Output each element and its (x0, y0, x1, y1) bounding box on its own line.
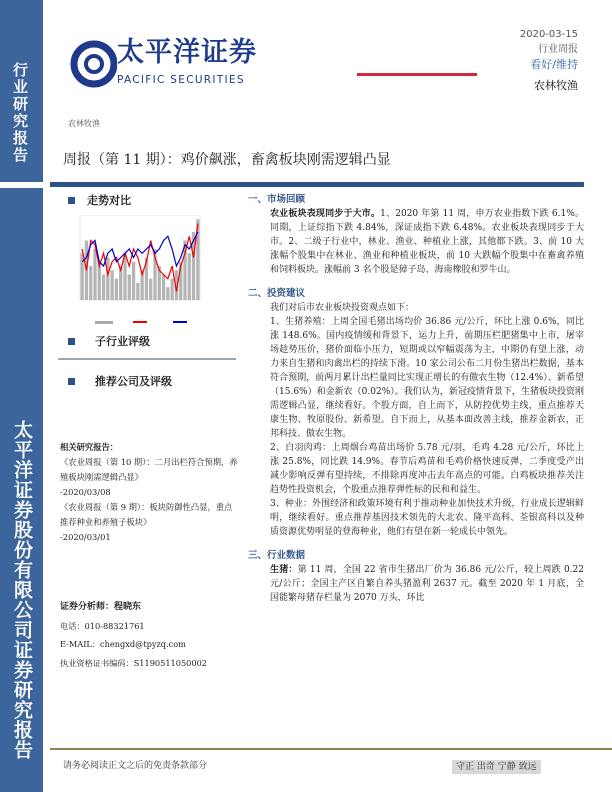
sector: 农林牧渔 (534, 79, 578, 92)
paragraph: 3、种业：外围经济和政策环境有利于推动种业加快技术升级，行业成长逻辑鲜明，继续看好。重点推荐基因技术领先的大北农、隆平高科、荃银高科以及种质资源优势明显的登海种业，他们有望在新一轮成长中领先。 (270, 499, 584, 537)
chart-bar (128, 275, 131, 301)
section-sub-rating (60, 333, 240, 349)
chart-line-blue (82, 232, 198, 266)
chart-bar (102, 275, 105, 301)
sidebar-lower (0, 186, 43, 792)
chart-bar (111, 270, 114, 300)
chart-bar (166, 287, 169, 300)
section-industry-data: 三、行业数据 (248, 550, 306, 561)
related-report-date: -2020/03/08 (60, 487, 111, 497)
brand-name-cn: 太平洋证券 (117, 37, 257, 68)
footer-disclaimer[interactable]: 请务必阅读正文之后的免责条款部分 (63, 761, 208, 771)
chart-bar (171, 279, 174, 300)
trend-chart (70, 215, 210, 315)
report-date: 2020-03-15 (519, 29, 578, 40)
divider (58, 358, 236, 360)
chart-legend (95, 318, 205, 326)
chart-bar (136, 283, 139, 300)
section-company-rating (60, 373, 240, 389)
chart-bar (106, 258, 109, 301)
footer-motto: 守正 出奇 宁静 致远 (452, 760, 541, 774)
section-market-review: 一、市场回顾 (248, 194, 306, 205)
bullet-icon (68, 338, 75, 345)
paragraph (248, 563, 584, 605)
section-heading: 走势对比 (87, 194, 131, 207)
sidebar-lower-label: 太平洋证券股份有限公司证券研究报告 (11, 420, 33, 760)
footer-divider (50, 748, 612, 750)
chart-bar (132, 262, 135, 300)
title-divider (50, 182, 584, 187)
body-text: 第 11 周，全国 22 省市生猪出厂价为 36.86 元/公斤，较上周跌 0.22 元/公斤；全国主产区自繁自养头猪盈利 2637 元。截至 2020 年 1 月底，全国能繁母猪存栏量为 2070 万头，环比 (270, 565, 584, 603)
sidebar-top-label: 行业研究报告 (11, 62, 29, 164)
paragraph: 我们对后市农业板块投资观点如下： (270, 303, 415, 313)
paragraph: 1、生猪养殖：上周全国毛猪出场均价 36.86 元/公斤，环比上涨 0.6%，同比涨 148.6%。国内疫情缓和背景下，运力上升，前期压栏肥猪集中上市，屠宰场趁势压价，猪价面临小压力，短期或以窄幅震荡为主，中期仍有望上涨，动力来自生猪和肉禽出栏的持续下滑。10 家公司公布二月份生猪出栏数据，基本符合预期，前两月累计出栏量同比实现正增长的有傲农生物（12.4%）、新希望（15.6%）和金新农（0.02%）。我们认为，新冠疫情背景下，生猪板块投资刚需逻辑凸显，继续看好。个股方面，自上而下，从防控优势主线，重点推荐天康生物、牧原股份、新希望。自下而上，从基本面改善主线，推荐金新农，正邦科技、傲农生物。 (270, 317, 584, 439)
related-reports (60, 440, 240, 545)
analyst-email[interactable]: E-MAIL：chengxd@tpyzq.com (60, 639, 186, 649)
report-type: 行业周报 (538, 44, 578, 55)
rating: 看好/维持 (530, 58, 578, 71)
paragraph (248, 207, 584, 277)
chart-bar (149, 279, 152, 300)
related-report-link[interactable]: 《农业周报（第 10 期）：二月出栏符合预期，养殖板块刚需逻辑凸显》 (60, 457, 238, 482)
main-content (248, 193, 584, 605)
sidebar-top (0, 0, 43, 182)
related-title: 相关研究报告： (60, 442, 119, 452)
analyst-phone: 电话：010-88321761 (60, 620, 145, 631)
section-heading: 推荐公司及评级 (95, 375, 172, 388)
paragraph: 2、白羽肉鸡：上周烟台鸡苗出场价 5.78 元/羽，毛鸡 4.28 元/公斤，环比上涨 25.8%，同比跌 14.9%。春节后鸡苗和毛鸡价格快速反弹，二季度受产出减少影响反弹有望持续，不排除再度冲击去年高点的可能。白鸡板块推荐关注趋势性投资机会，个股重点推荐弹性标的民和和益生。 (270, 443, 584, 495)
chart-bar (162, 275, 165, 301)
chart-bar (115, 279, 118, 300)
brand-name-en: PACIFIC SECURITIES (117, 74, 245, 86)
chart-bar (188, 253, 191, 300)
lead-text: 生猪： (270, 565, 298, 575)
chart-bar (89, 266, 92, 300)
header-divider (357, 73, 477, 76)
body-text: 1、2020 年第 11 周，申万农业指数下跌 6.1%。同期，上证综指下跌 4.84%，深证成指下跌 6.48%。农业板块表现同步于大市。2、二级子行业中，林业、渔业、种植业上涨，其他都下跌。3、前 10 大涨幅个股集中在林业、渔业和种植业板块，前 10 大跌幅个股集中在畜禽养殖和饲料板块。涨幅前 3 名个股是獐子岛、海南橡胶和罗牛山。 (270, 209, 584, 275)
pacific-securities-logo-icon (62, 14, 117, 104)
analyst-name: 证券分析师：程晓东 (60, 602, 142, 612)
chart-bar (93, 249, 96, 300)
sector-label: 农林牧渔 (68, 119, 100, 128)
bullet-icon (68, 378, 75, 385)
section-heading: 子行业评级 (95, 335, 150, 348)
bullet-icon (68, 197, 75, 204)
related-report-date: -2020/03/01 (60, 532, 111, 542)
lead-text: 农业板块表现同步于大市。 (270, 209, 381, 219)
section-trend (60, 192, 240, 208)
report-title: 周报（第 11 期）：鸡价飙涨，畜禽板块刚需逻辑凸显 (63, 152, 391, 168)
section-investment-advice: 二、投资建议 (248, 288, 306, 299)
related-report-link[interactable]: 《农业周报（第 9 期）：板块防御性凸显，重点推荐种业和养殖子板块》 (60, 502, 233, 527)
analyst-license: 执业资格证书编码：S1190511050002 (60, 657, 208, 668)
